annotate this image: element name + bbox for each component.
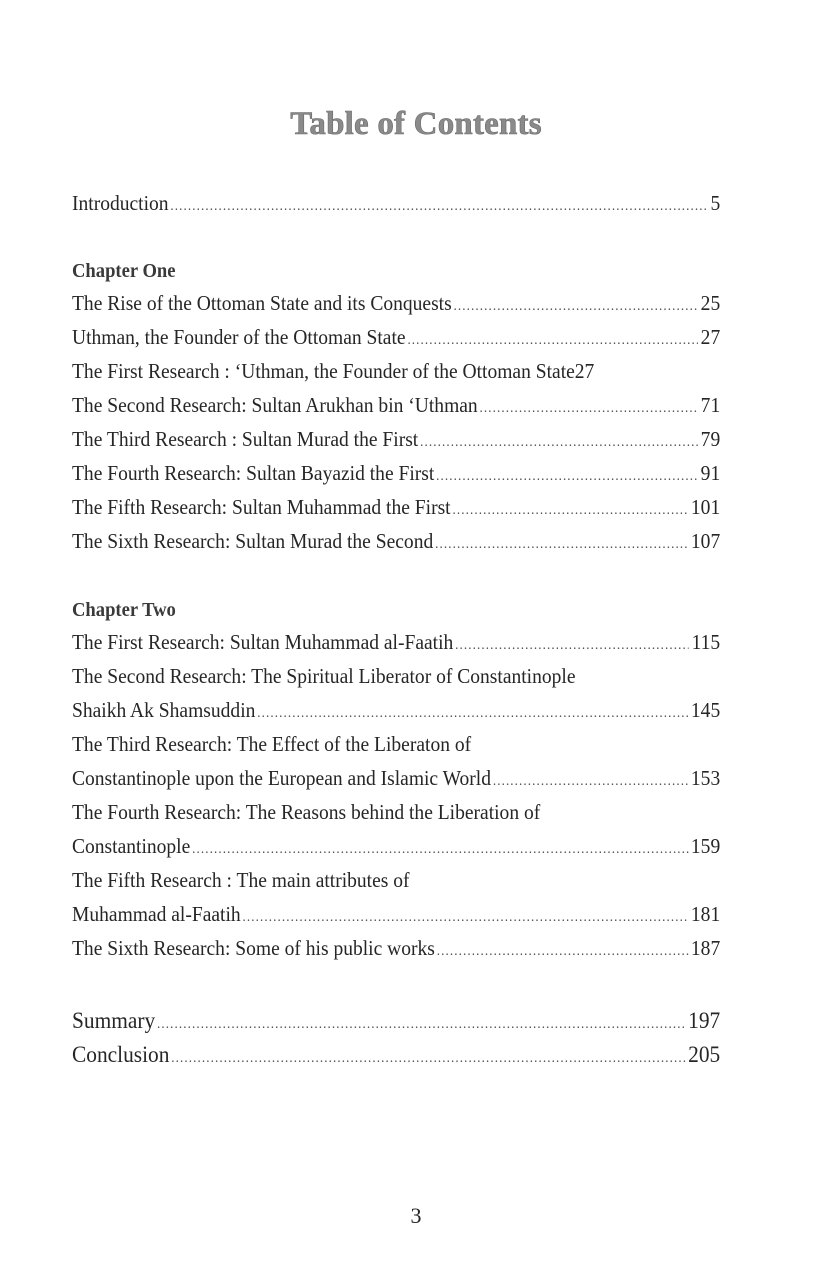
toc-entry <box>72 354 720 388</box>
toc-entry <box>72 931 720 965</box>
toc-intro <box>72 186 720 220</box>
entry-label: Summary <box>72 1008 156 1033</box>
entry-label: Muhammad al-Faatih <box>72 902 241 926</box>
dot-leader <box>493 765 688 799</box>
entry-page-number: 91 <box>700 461 721 485</box>
toc-end-matter <box>72 1004 720 1072</box>
toc-entry <box>72 456 720 490</box>
entry-page-number: 159 <box>690 834 721 858</box>
entry-label: Constantinople upon the European and Islamic World <box>72 766 491 790</box>
chapter-heading: Chapter One <box>72 260 176 282</box>
entry-page-number: 25 <box>700 291 721 315</box>
entry-label: The Sixth Research: Some of his public works <box>72 936 435 960</box>
toc-entry <box>72 761 720 795</box>
toc-entry <box>72 625 720 659</box>
entry-first-line: The Second Research: The Spiritual Liberator of Constantinople <box>72 664 576 688</box>
entry-page-number: 101 <box>690 495 721 519</box>
entry-page-number: 27 <box>700 325 721 349</box>
dot-leader <box>157 1008 685 1042</box>
entry-label: The Fifth Research: Sultan Muhammad the First <box>72 495 451 519</box>
entry-label: Conclusion <box>72 1042 170 1067</box>
dot-leader <box>420 426 698 460</box>
entry-label: Introduction <box>72 191 169 215</box>
toc-chapter-two <box>72 595 720 965</box>
entry-page-number: 107 <box>690 529 721 553</box>
entry-page-number: 115 <box>691 630 721 654</box>
dot-leader <box>437 935 688 969</box>
entry-label: Uthman, the Founder of the Ottoman State <box>72 325 406 349</box>
entry-page-number: 79 <box>700 427 721 451</box>
entry-page-number: 187 <box>690 936 721 960</box>
entry-page-number: 197 <box>688 1008 721 1033</box>
dot-leader <box>192 833 688 867</box>
entry-page-number: 71 <box>700 393 721 417</box>
toc-entry <box>72 897 720 931</box>
toc-entry <box>72 388 720 422</box>
entry-label: The First Research: Sultan Muhammad al-Faatih <box>72 630 454 654</box>
entry-page-number: 27 <box>574 359 595 383</box>
dot-leader <box>454 290 698 324</box>
dot-leader <box>455 629 689 663</box>
toc-entry-conclusion <box>72 1038 720 1072</box>
entry-label: Constantinople <box>72 834 191 858</box>
page-title: Table of Contents <box>290 106 542 142</box>
entry-label: Shaikh Ak Shamsuddin <box>72 698 256 722</box>
entry-label: The Third Research : Sultan Murad the First <box>72 427 419 451</box>
dot-leader <box>407 324 697 358</box>
entry-label: The Fourth Research: Sultan Bayazid the First <box>72 461 435 485</box>
toc-chapter-one <box>72 256 720 558</box>
entry-first-line: The Fifth Research : The main attributes of <box>72 868 410 892</box>
dot-leader <box>435 528 688 562</box>
dot-leader <box>171 1042 685 1076</box>
entry-label: The Rise of the Ottoman State and its Conquests <box>72 291 452 315</box>
entry-page-number: 5 <box>710 191 721 215</box>
toc-entry <box>72 490 720 524</box>
chapter-heading: Chapter Two <box>72 599 176 621</box>
entry-first-line: The Third Research: The Effect of the Liberaton of <box>72 732 472 756</box>
toc-entry <box>72 320 720 354</box>
page-number: 3 <box>410 1203 422 1228</box>
dot-leader <box>480 392 698 426</box>
entry-page-number: 205 <box>688 1042 721 1067</box>
toc-entry <box>72 693 720 727</box>
entry-page-number: 181 <box>690 902 721 926</box>
toc-entry <box>72 829 720 863</box>
toc-entry <box>72 286 720 320</box>
dot-leader <box>257 697 688 731</box>
toc-entry-summary <box>72 1004 720 1038</box>
toc-entry-introduction <box>72 186 720 220</box>
dot-leader <box>452 494 688 528</box>
entry-label: The First Research : ‘Uthman, the Founder of the Ottoman State <box>72 359 575 383</box>
entry-page-number: 145 <box>690 698 721 722</box>
entry-page-number: 153 <box>690 766 721 790</box>
entry-label: The Second Research: Sultan Arukhan bin ‘Uthman <box>72 393 478 417</box>
entry-first-line: The Fourth Research: The Reasons behind the Liberation of <box>72 800 541 824</box>
entry-label: The Sixth Research: Sultan Murad the Second <box>72 529 434 553</box>
toc-entry <box>72 422 720 456</box>
dot-leader <box>243 901 689 935</box>
dot-leader <box>436 460 698 494</box>
toc-entry <box>72 524 720 558</box>
dot-leader <box>170 190 707 224</box>
